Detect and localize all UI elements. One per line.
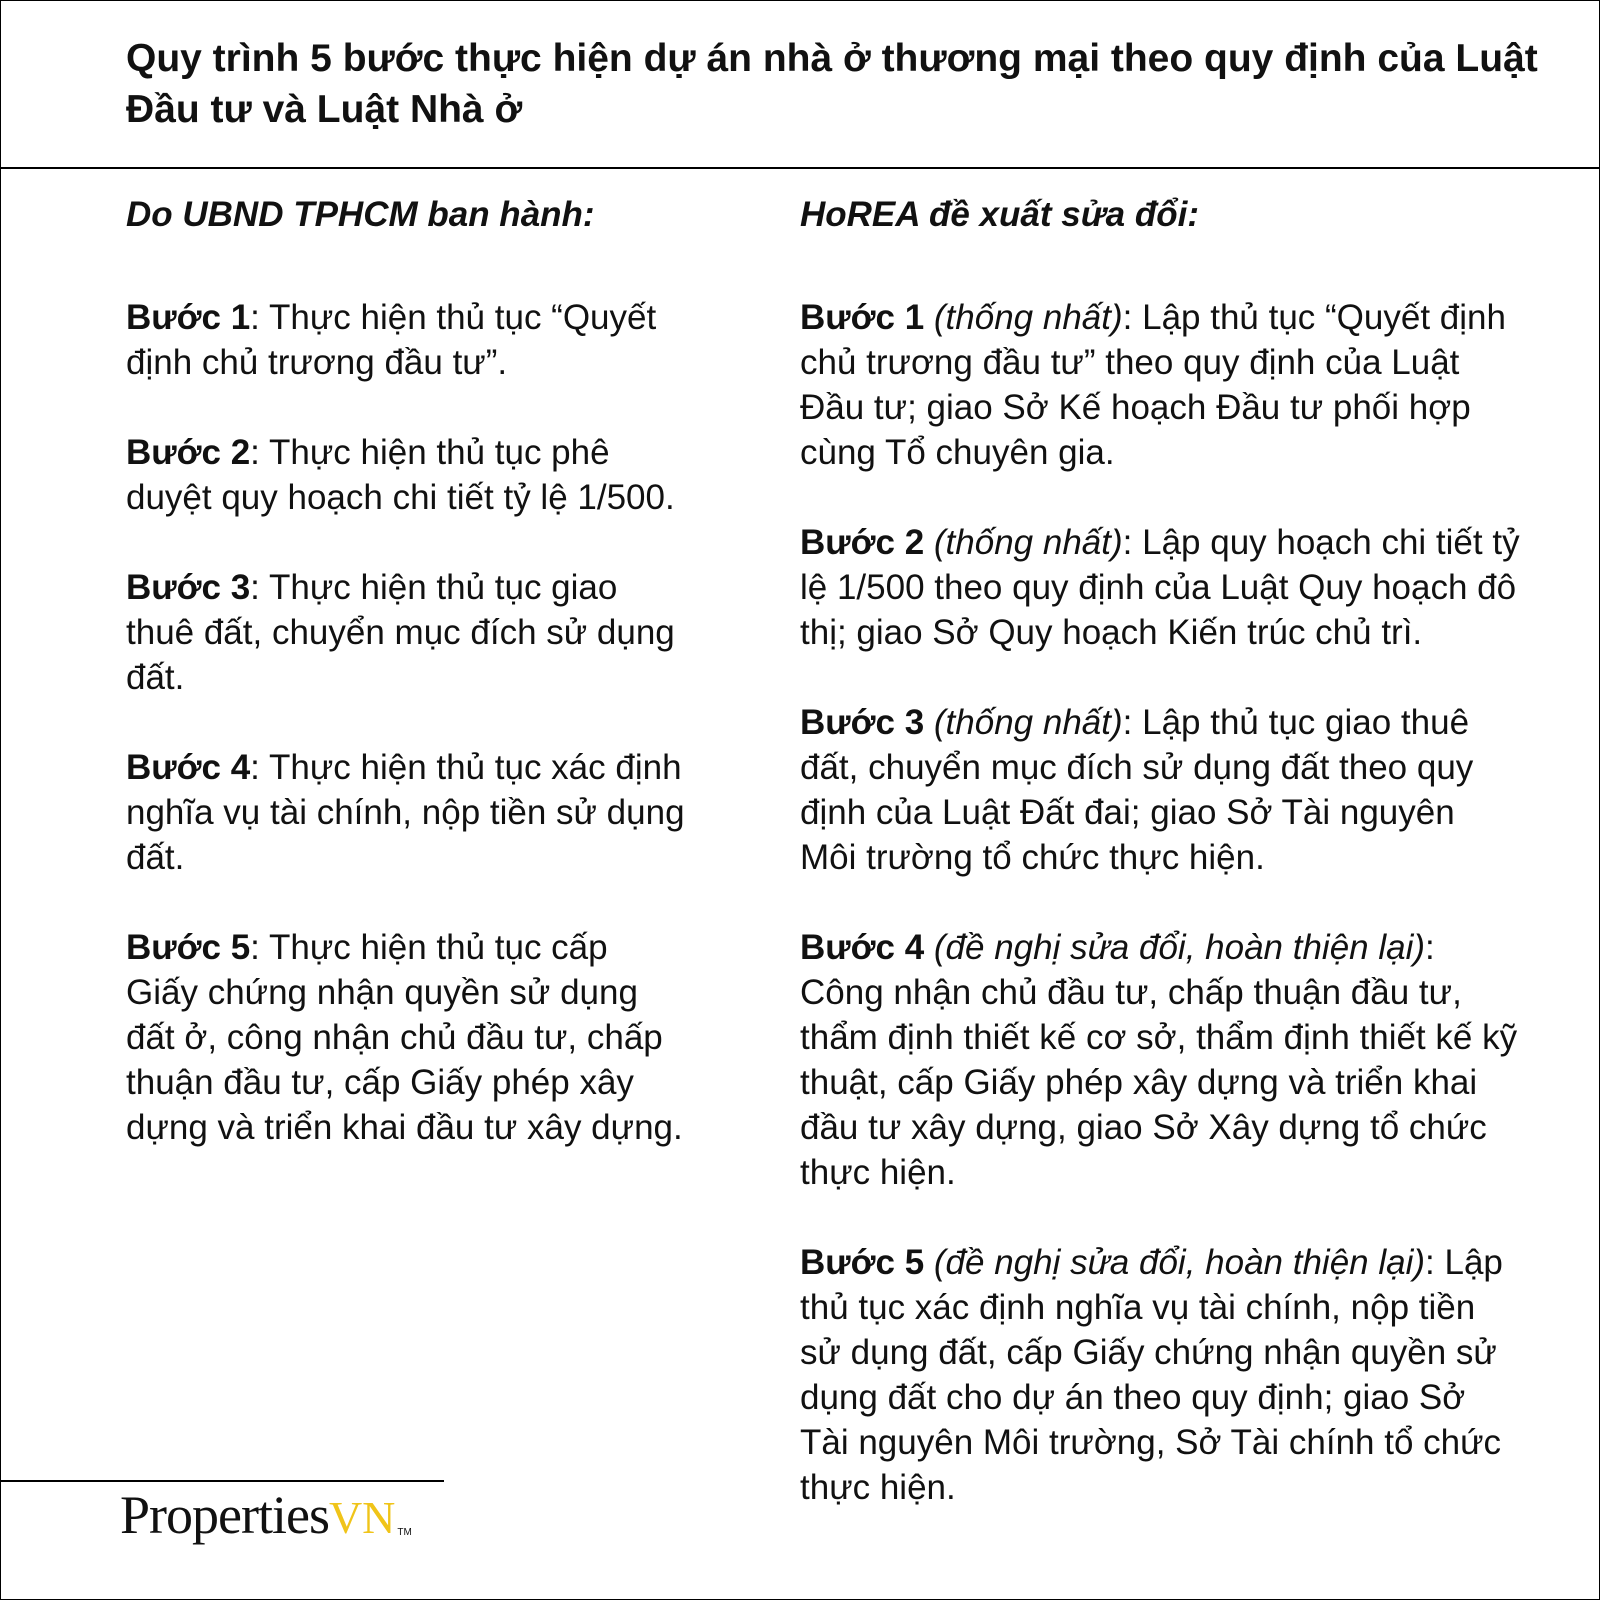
logo-divider: [0, 1480, 444, 1482]
step-label: Bước 3: [800, 703, 925, 742]
right-step-1: [800, 295, 1520, 475]
page-title: Quy trình 5 bước thực hiện dự án nhà ở thương mại theo quy định của Luật Đầu tư và Luật Nhà ở: [126, 37, 1538, 131]
left-step-1: [126, 295, 686, 385]
step-text: : Lập thủ tục xác định nghĩa vụ tài chính, nộp tiền sử dụng đất, cấp Giấy chứng nhận quyền sử dụng đất cho dự án theo quy định; giao Sở Tài nguyên Môi trường, Sở Tài chính tổ chức thực hiện.: [800, 1243, 1503, 1507]
step-text: : Lập quy hoạch chi tiết tỷ lệ 1/500 theo quy định của Luật Quy hoạch đô thị; giao Sở Quy hoạch Kiến trúc chủ trì.: [800, 523, 1520, 652]
step-note: (đề nghị sửa đổi, hoàn thiện lại): [933, 1243, 1426, 1282]
step-label: Bước 2: [800, 523, 925, 562]
step-text: : Thực hiện thủ tục giao thuê đất, chuyển mục đích sử dụng đất.: [126, 568, 675, 697]
step-text: : Thực hiện thủ tục “Quyết định chủ trương đầu tư”.: [126, 298, 657, 382]
step-note: (thống nhất): [933, 523, 1123, 562]
header: [0, 0, 1600, 169]
step-label: Bước 4: [800, 928, 925, 967]
step-text: : Thực hiện thủ tục cấp Giấy chứng nhận quyền sử dụng đất ở, công nhận chủ đầu tư, chấp thuận đầu tư, cấp Giấy phép xây dựng và triển khai đầu tư xây dựng.: [126, 928, 683, 1147]
step-label: Bước 2: [126, 433, 251, 472]
brand-suffix: VN: [328, 1492, 396, 1543]
left-step-2: [126, 430, 686, 520]
step-text: : Lập thủ tục “Quyết định chủ trương đầu tư” theo quy định của Luật Đầu tư; giao Sở Kế hoạch Đầu tư phối hợp cùng Tổ chuyên gia.: [800, 298, 1506, 472]
right-column: [800, 192, 1520, 1555]
step-text: : Lập thủ tục giao thuê đất, chuyển mục đích sử dụng đất theo quy định của Luật Đất đai; giao Sở Tài nguyên Môi trường tổ chức thực hiện.: [800, 703, 1474, 877]
step-label: Bước 5: [800, 1243, 925, 1282]
step-label: Bước 1: [800, 298, 925, 337]
right-column-heading: HoREA đề xuất sửa đổi:: [800, 195, 1200, 234]
right-step-5: [800, 1240, 1520, 1510]
step-label: Bước 4: [126, 748, 251, 787]
trademark-mark: TM: [397, 1527, 412, 1538]
brand-logo: [120, 1483, 412, 1565]
step-text: : Công nhận chủ đầu tư, chấp thuận đầu tư, thẩm định thiết kế cơ sở, thẩm định thiết kế kỹ thuật, cấp Giấy phép xây dựng và triển khai đầu tư xây dựng, giao Sở Xây dựng tổ chức thực hiện.: [800, 928, 1518, 1192]
right-step-4: [800, 925, 1520, 1195]
left-step-4: [126, 745, 686, 880]
step-note: (đề nghị sửa đổi, hoàn thiện lại): [933, 928, 1426, 967]
step-label: Bước 3: [126, 568, 251, 607]
step-label: Bước 1: [126, 298, 251, 337]
left-step-3: [126, 565, 686, 700]
step-label: Bước 5: [126, 928, 251, 967]
left-column-heading: Do UBND TPHCM ban hành:: [126, 195, 595, 234]
step-note: (thống nhất): [933, 298, 1123, 337]
step-note: (thống nhất): [933, 703, 1123, 742]
step-text: : Thực hiện thủ tục phê duyệt quy hoạch chi tiết tỷ lệ 1/500.: [126, 433, 675, 517]
right-step-2: [800, 520, 1520, 655]
step-text: : Thực hiện thủ tục xác định nghĩa vụ tài chính, nộp tiền sử dụng đất.: [126, 748, 685, 877]
left-step-5: [126, 925, 686, 1150]
brand-name: Properties: [120, 1485, 329, 1545]
left-column: [126, 192, 686, 1195]
right-step-3: [800, 700, 1520, 880]
